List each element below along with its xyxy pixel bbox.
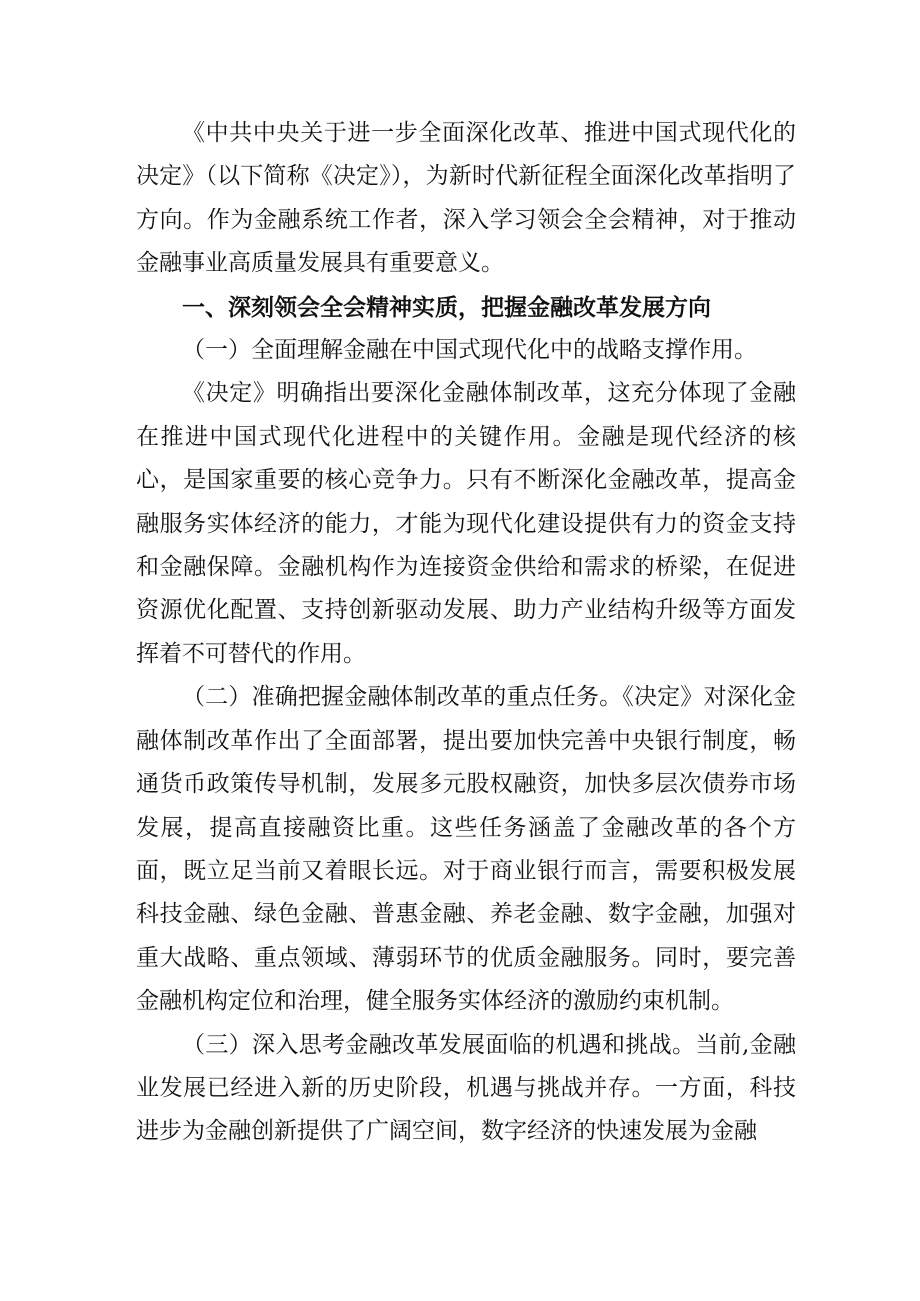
body-paragraph-3: （三）深入思考金融改革发展面临的机遇和挑战。当前,金融业发展已经进入新的历史阶段，机遇与挑战并存。一方面，科技进步为金融创新提供了广阔空间，数字经济的快速发展为金融: [136, 1031, 796, 1145]
intro-paragraph: 《中共中央关于进一步全面深化改革、推进中国式现代化的决定》（以下简称《决定》），为新时代新征程全面深化改革指明了方向。作为金融系统工作者，深入学习领会全会精神，对于推动金融事业高质量发展具有重要意义。: [136, 120, 796, 277]
body-paragraph-2: （二）准确把握金融体制改革的重点任务。《决定》对深化金融体制改革作出了全面部署，提出要加快完善中央银行制度，畅通货币政策传导机制，发展多元股权融资，加快多层次债券市场发展，提高直接融资比重。这些任务涵盖了金融改革的各个方面，既立足当前又着眼长远。对于商业银行而言，需要积极发展科技金融、绿色金融、普惠金融、养老金融、数字金融，加强对重大战略、重点领域、薄弱环节的优质金融服务。同时，要完善金融机构定位和治理，健全服务实体经济的激励约束机制。: [136, 684, 796, 1015]
document-body: [136, 112, 796, 1154]
subsection-heading-1: （一）全面理解金融在中国式现代化中的战略支撑作用。: [182, 337, 757, 364]
section-heading-1: 一、深刻领会全会精神实质，把握金融改革发展方向: [182, 293, 711, 321]
body-paragraph-1: 《决定》明确指出要深化金融体制改革，这充分体现了金融在推进中国式现代化进程中的关键作用。金融是现代经济的核心，是国家重要的核心竞争力。只有不断深化金融改革，提高金融服务实体经济的能力，才能为现代化建设提供有力的资金支持和金融保障。金融机构作为连接资金供给和需求的桥梁，在促进资源优化配置、支持创新驱动发展、助力产业结构升级等方面发挥着不可替代的作用。: [136, 380, 796, 667]
